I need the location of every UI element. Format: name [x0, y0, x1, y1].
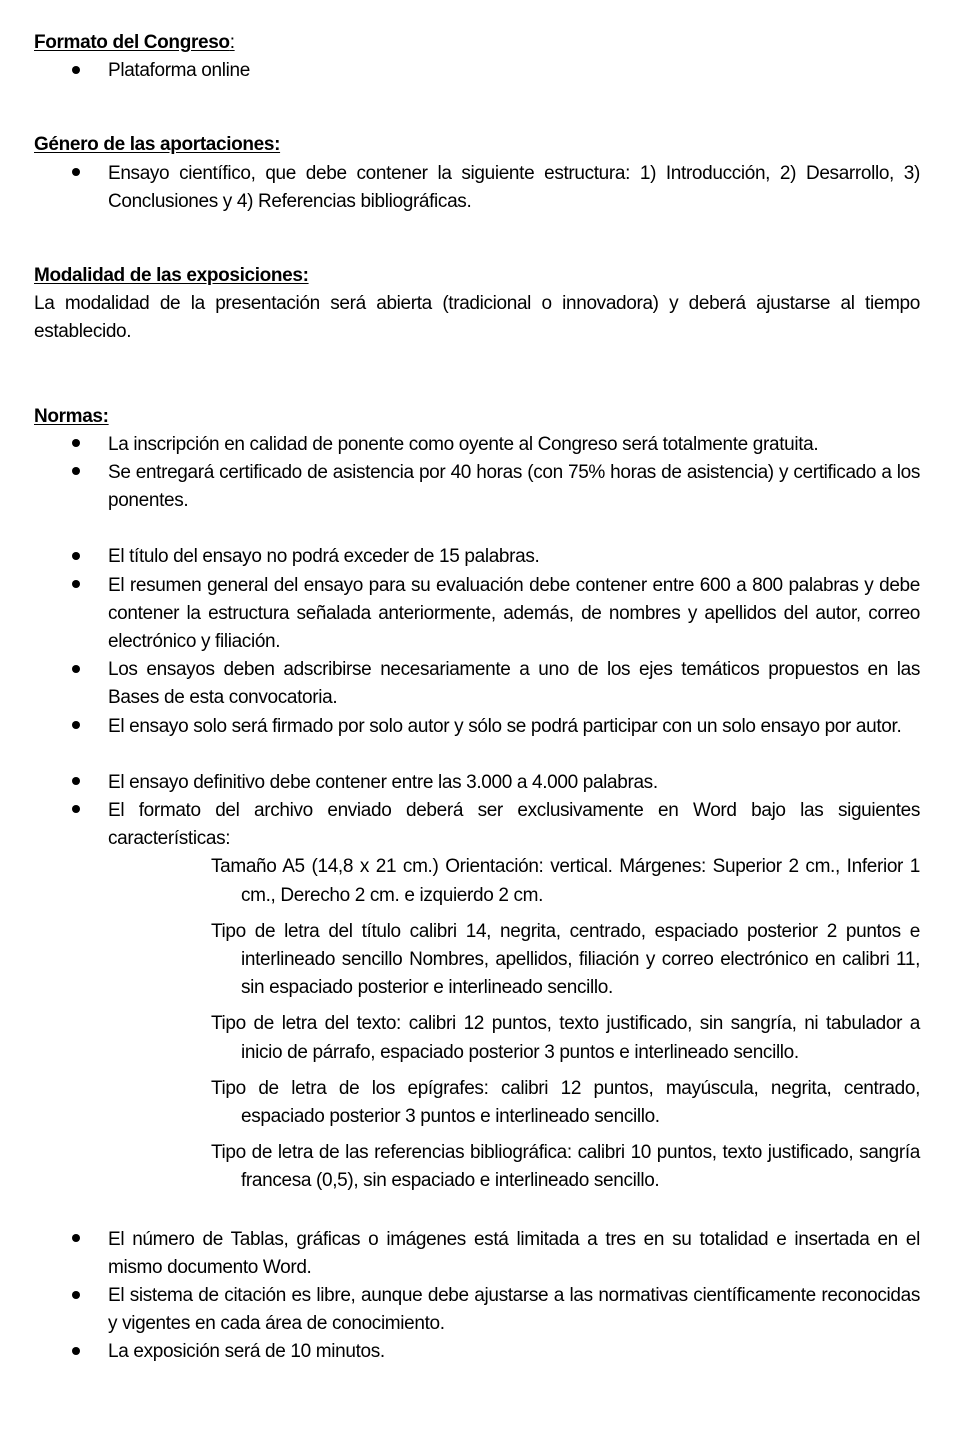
list-item: El título del ensayo no podrá exceder de 15 palabras. [34, 543, 920, 571]
list-item: El formato del archivo enviado deberá ser exclusivamente en Word bajo las siguientes características: [34, 797, 920, 853]
bullet-icon [71, 769, 81, 797]
format-spec-item: Tipo de letra del texto: calibri 12 puntos, texto justificado, sin sangría, ni tabulador a inicio de párrafo, espaciado posterior 3 puntos e interlineado sencillo. [211, 1013, 920, 1063]
bullet-icon [71, 797, 81, 825]
bullet-icon [71, 459, 81, 487]
bullet-icon [71, 1282, 81, 1310]
format-spec-item: Tipo de letra del título calibri 14, negrita, centrado, espaciado posterior 2 puntos e interlineado sencillo Nombres, apellidos, filiación y correo electrónico en calibri 11, sin espaciado posterior e interlineado sencillo. [211, 920, 920, 999]
bullet-list-normas-4 [34, 1226, 920, 1367]
bullet-list-normas-1 [34, 431, 920, 516]
section-formato [34, 29, 920, 85]
list-item: El sistema de citación es libre, aunque debe ajustarse a las normativas científicamente reconocidas y vigentes en cada área de conocimiento. [34, 1282, 920, 1338]
section-heading-modalidad: Modalidad de las exposiciones: [34, 264, 309, 286]
list-item: Ensayo científico, que debe contener la siguiente estructura: 1) Introducción, 2) Desarrollo, 3) Conclusiones y 4) Referencias bibliográficas. [34, 160, 920, 216]
bullet-list-normas-3 [34, 769, 920, 854]
list-item: Los ensayos deben adscribirse necesariamente a uno de los ejes temáticos propuestos en las Bases de esta convocatoria. [34, 656, 920, 712]
bullet-icon [71, 656, 81, 684]
format-specs-list [34, 853, 920, 1195]
document-page [34, 29, 920, 1367]
section-heading-normas: Normas: [34, 405, 109, 427]
list-item: La exposición será de 10 minutos. [34, 1338, 920, 1366]
list-item: Plataforma online [34, 57, 920, 85]
bullet-list-formato [34, 57, 920, 85]
bullet-icon [71, 431, 81, 459]
section-genero [34, 131, 920, 216]
bullet-list-normas-2 [34, 543, 920, 740]
bullet-icon [71, 572, 81, 600]
section-heading-genero: Género de las aportaciones: [34, 134, 281, 156]
list-item: La inscripción en calidad de ponente como oyente al Congreso será totalmente gratuita. [34, 431, 920, 459]
list-item: El ensayo definitivo debe contener entre las 3.000 a 4.000 palabras. [34, 769, 920, 797]
format-spec-item: Tamaño A5 (14,8 x 21 cm.) Orientación: vertical. Márgenes: Superior 2 cm., Inferior 1 cm., Derecho 2 cm. e izquierdo 2 cm. [211, 856, 920, 906]
format-spec-item: Tipo de letra de los epígrafes: calibri 12 puntos, mayúscula, negrita, centrado, espaciado posterior 3 puntos e interlineado sencillo. [211, 1077, 920, 1128]
bullet-icon [71, 543, 81, 571]
bullet-icon [71, 1338, 81, 1366]
bullet-icon [71, 57, 81, 85]
bullet-icon [71, 160, 81, 188]
list-item: El resumen general del ensayo para su evaluación debe contener entre 600 a 800 palabras y debe contener la estructura señalada anteriormente, además, de nombres y apellidos del autor, correo electrónico y filiación. [34, 572, 920, 657]
bullet-list-genero [34, 160, 920, 216]
format-spec-item: Tipo de letra de las referencias bibliográfica: calibri 10 puntos, texto justificado, sangría francesa (0,5), sin espaciado e interlineado sencillo. [211, 1142, 920, 1192]
bullet-icon [71, 713, 81, 741]
list-item: Se entregará certificado de asistencia por 40 horas (con 75% horas de asistencia) y certificado a los ponentes. [34, 459, 920, 515]
section-modalidad [34, 262, 920, 347]
section-heading-formato: Formato del Congreso: [34, 32, 235, 53]
section-normas [34, 403, 920, 1367]
list-item: El ensayo solo será firmado por solo autor y sólo se podrá participar con un solo ensayo por autor. [34, 713, 920, 741]
list-item: El número de Tablas, gráficas o imágenes está limitada a tres en su totalidad e insertada en el mismo documento Word. [34, 1226, 920, 1282]
modalidad-paragraph: La modalidad de la presentación será abierta (tradicional o innovadora) y deberá ajustarse al tiempo establecido. [34, 293, 920, 343]
bullet-icon [71, 1226, 81, 1254]
